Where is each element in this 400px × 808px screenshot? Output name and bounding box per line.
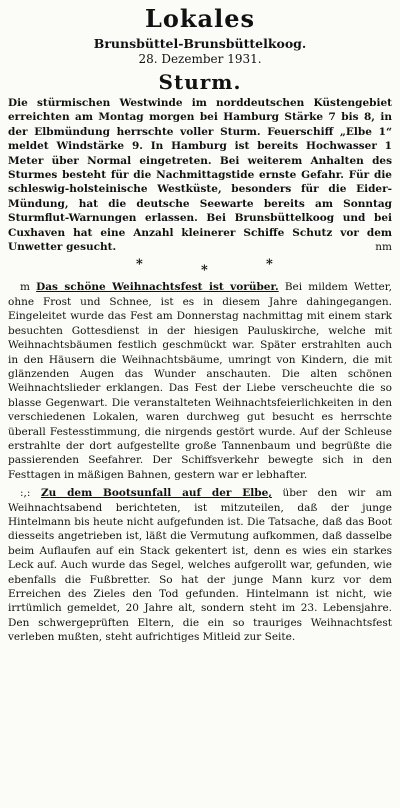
paragraph-text: über den wir am Weihnachtsabend berichteten, ist mitzuteilen, daß der junge Hintelmann bis heute nicht aufgefunden ist. Die Tatsache, daß das Boot diesseits angetrieben ist, läßt die Vermutung aufkommen, daß dasselbe beim Auflaufen auf ein Stack gekentert ist, denn es wies ein starkes Leck auf. Auch wurde das Segel, welches aufgerollt war, gefunden, wie ebenfalls die Fußbretter. So hat der junge Mann kurz vor dem Erreichen des Zieles den Tod gefunden. Hintelmann ist nicht, wie irrtümlich gemeldet, 20 Jahre alt, sondern steht im 23. Lebensjahre. Den schwergeprüften Eltern, die ein so trauriges Weihnachtsfest verleben mußten, steht aufrichtiges Mitleid zur Seite.	[8, 487, 392, 644]
location-line: Brunsbüttel-Brunsbüttelkoog.	[93, 36, 307, 51]
christmas-paragraph	[8, 280, 392, 482]
paragraph-lead: Das schöne Weihnachtsfest ist vorüber.	[36, 281, 279, 294]
section-masthead: Lokales	[145, 4, 255, 33]
article-headline: Sturm.	[158, 70, 242, 94]
separator-star: *	[266, 257, 273, 273]
storm-paragraph	[8, 96, 392, 254]
paragraph-lead: Zu dem Bootsunfall auf der Elbe,	[40, 487, 272, 500]
author-prefix: :,:	[20, 487, 31, 500]
author-prefix: m	[20, 281, 30, 294]
separator-stars	[8, 256, 392, 279]
separator-star: *	[136, 257, 143, 273]
boat-accident-paragraph	[8, 486, 392, 644]
date-line: 28. Dezember 1931.	[138, 52, 262, 66]
article-body	[0, 96, 400, 645]
paragraph-text: Bei mildem Wetter, ohne Frost und Schnee, ist es in diesem Jahre dahingegangen. Eingeleitet wurde das Fest am Donnerstag nachmittag mit einem stark besuchten Gottesdienst in der hiesigen Pauluskirche, welche mit Weihnachtsbäumen festlich geschmückt war. Später erstrahlten auch in den Häusern die Weihnachtsbäume, umringt von Kindern, die mit glänzenden Augen das Wunder anschauten. Die alten schönen Weihnachtslieder erklangen. Das Fest der Liebe verscheuchte die so blasse Gegenwart. Die veranstalteten Weihnachtsfeierlichkeiten in den verschiedenen Lokalen, waren durchweg gut besucht es herrschte überall Festesstimmung, die nirgends gestört wurde. Auf der Schleuse erstrahlte der dort aufgestellte große Tannenbaum und begrüßte die passierenden Seefahrer. Der Schiffsverkehr bewegte sich in den Festtagen in mäßigen Bahnen, gestern war er lebhafter.	[8, 281, 392, 481]
separator-star: *	[201, 263, 208, 279]
storm-text: Die stürmischen Westwinde im norddeutschen Küstengebiet erreichten am Montag morgen bei Hamburg Stärke 7 bis 8, in der Elbmündung herrschte voller Sturm. Feuerschiff „Elbe 1“ meldet Windstärke 9. In Hamburg ist bereits Hochwasser 1 Meter über Normal eingetreten. Bei weiterem Anhalten des Sturmes besteht für die Nachmittagstide ernste Gefahr. Für die schleswig-holsteinische Westküste, besonders für die Eider-Mündung, hat die deutsche Seewarte bereits am Sonntag Sturmflut-Warnungen erlassen. Bei Brunsbüttelkoog und bei Cuxhaven hat eine Anzahl kleinerer Schiffe Schutz vor dem Unwetter gesucht.	[8, 97, 392, 254]
author-signature: nm	[375, 241, 392, 254]
